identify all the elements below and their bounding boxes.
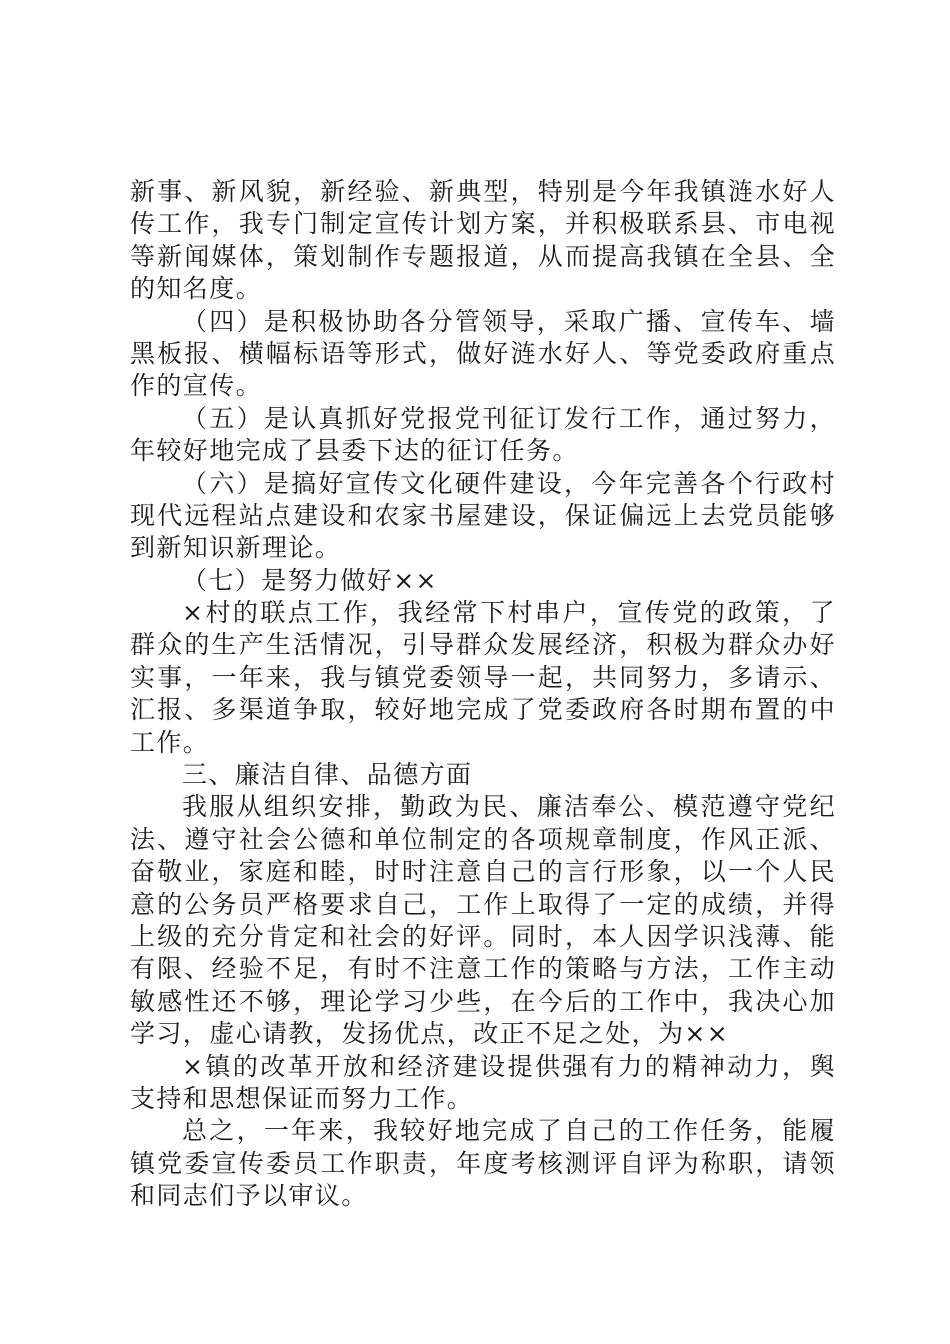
text-line: ×村的联点工作，我经常下村串户，宣传党的政策，了 [182, 598, 836, 628]
text-line: （五）是认真抓好党报党刊征订发行工作，通过努力， [182, 403, 836, 433]
text-line: 的知名度。 [130, 274, 263, 304]
text-line: （七）是努力做好×× [182, 565, 438, 595]
text-line: 到新知识新理论。 [130, 533, 342, 563]
text-line: 等新闻媒体，策划制作专题报道，从而提高我镇在全县、全 [130, 241, 836, 271]
text-line: 学习，虚心请教，发扬优点，改正不足之处，为×× [130, 1019, 730, 1049]
text-line: 法、遵守社会公德和单位制定的各项规章制度，作风正派、 [130, 824, 836, 854]
text-line: （六）是搞好宣传文化硬件建设，今年完善各个行政村 [182, 468, 836, 498]
text-line: 敏感性还不够，理论学习少些，在今后的工作中，我决心加 [130, 986, 836, 1016]
document-page [130, 176, 836, 1213]
text-line: 镇党委宣传委员工作职责，年度考核测评自评为称职，请领 [130, 1148, 836, 1178]
text-line: 意的公务员严格要求自己，工作上取得了一定的成绩，并得 [130, 889, 836, 919]
document-body [130, 176, 836, 1213]
text-line: 工作。 [130, 727, 210, 757]
text-line: 支持和思想保证而努力工作。 [130, 1083, 474, 1113]
text-line: ×镇的改革开放和经济建设提供强有力的精神动力，舆 [182, 1051, 836, 1081]
text-line: 三、廉洁自律、品德方面 [182, 760, 473, 790]
text-line: 汇报、多渠道争取，较好地完成了党委政府各时期布置的中 [130, 695, 836, 725]
text-line: 新事、新风貌，新经验、新典型，特别是今年我镇涟水好人 [130, 177, 836, 206]
text-line: 奋敬业，家庭和睦，时时注意自己的言行形象，以一个人民 [130, 857, 836, 887]
text-line: 传工作，我专门制定宣传计划方案，并积极联系县、市电视 [130, 209, 836, 239]
text-line: 黑板报、横幅标语等形式，做好涟水好人、等党委政府重点 [130, 338, 836, 368]
text-line: 作的宣传。 [130, 371, 263, 401]
text-line: 现代远程站点建设和农家书屋建设，保证偏远上去党员能够 [130, 500, 836, 530]
text-line: 我服从组织安排，勤政为民、廉洁奉公、模范遵守党纪 [182, 792, 836, 822]
text-line: 和同志们予以审议。 [130, 1181, 368, 1211]
text-line: 年较好地完成了县委下达的征订任务。 [130, 436, 579, 466]
text-line: （四）是积极协助各分管领导，采取广播、宣传车、墙 [182, 306, 836, 336]
text-line: 上级的充分肯定和社会的好评。同时，本人因学识浅薄、能 [130, 921, 836, 951]
text-line: 实事，一年来，我与镇党委领导一起，共同努力，多请示、 [130, 662, 836, 692]
text-line: 总之，一年来，我较好地完成了自己的工作任务，能履 [182, 1116, 836, 1146]
text-line: 群众的生产生活情况，引导群众发展经济，积极为群众办好 [130, 630, 836, 660]
text-line: 有限、经验不足，有时不注意工作的策略与方法，工作主动 [130, 954, 836, 984]
